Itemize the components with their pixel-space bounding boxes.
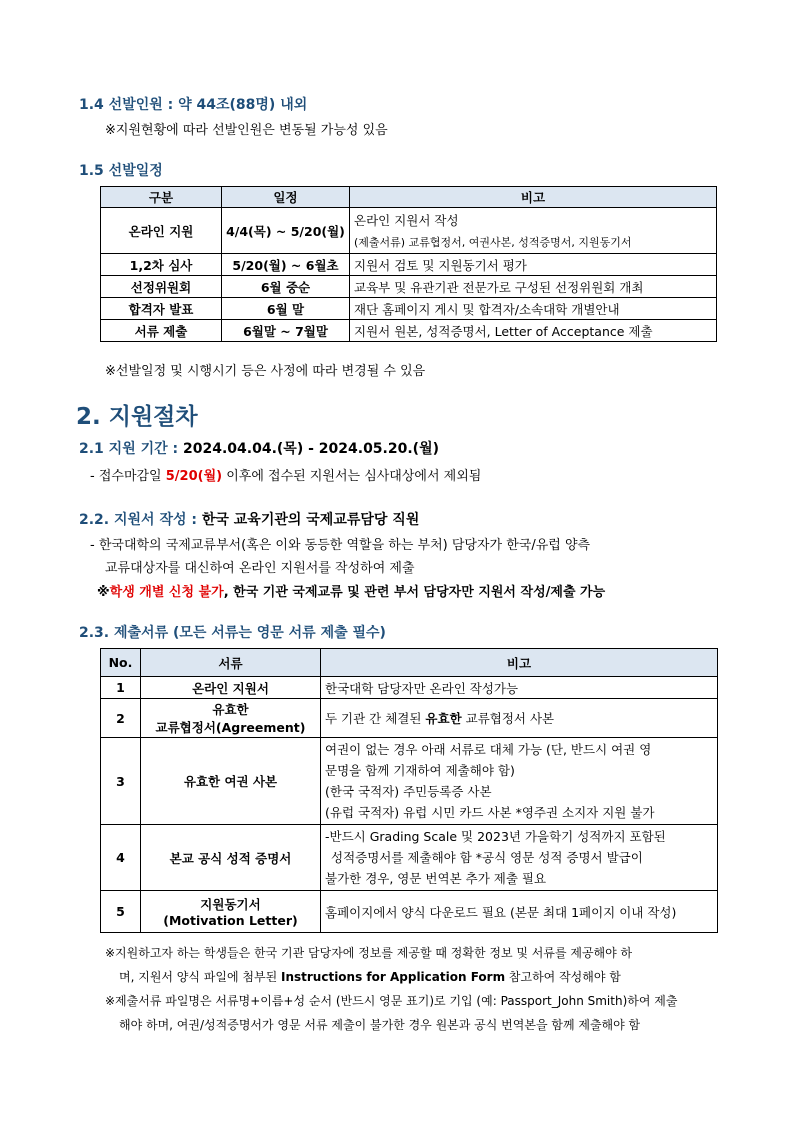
section-2-3-note-2a: ※제출서류 파일명은 서류명+이름+성 순서 (반드시 영문 표기)로 기입 (예: Passport_John Smith)하여 제출 xyxy=(105,994,678,1008)
section-2-2-note: ※학생 개별 신청 불가, 한국 기관 국제교류 및 관련 부서 담당자만 지원서 작성/제출 가능 xyxy=(97,585,606,600)
section-2-2-title: 2.2. 지원서 작성 : 한국 교육기관의 국제교류담당 직원 xyxy=(79,512,420,528)
section-2-2-bullet-line-2: 교류대상자를 대신하여 온라인 지원서를 작성하여 제출 xyxy=(105,561,415,576)
table-header-row: 구분 일정 비고 xyxy=(101,187,717,208)
table-row: 2 유효한 교류협정서(Agreement) 두 기관 간 체결된 유효한 교류협정서 사본 xyxy=(101,699,718,738)
table-row: 3 유효한 여권 사본 여권이 없는 경우 아래 서류로 대체 가능 (단, 반드시 여권 영 문명을 함께 기재하여 제출해야 함) (한국 국적자) 주민등록증 사본 (유럽 국적자) 유럽 시민 카드 사본 *영주권 소지자 지원 불가 xyxy=(101,738,718,825)
documents-table xyxy=(100,648,718,933)
section-2-1-bullet: - 접수마감일 5/20(월) 이후에 접수된 지원서는 심사대상에서 제외됨 xyxy=(90,469,482,484)
section-2-2-bullet-line-1: - 한국대학의 국제교류부서(혹은 이와 동등한 역할을 하는 부처) 담당자가 한국/유럽 양측 xyxy=(90,538,591,553)
table-header-row: No. 서류 비고 xyxy=(101,649,718,677)
table-row: 1,2차 심사 5/20(월) ~ 6월초 지원서 검토 및 지원동기서 평가 xyxy=(101,254,717,276)
table-row: 합격자 발표 6월 말 재단 홈페이지 게시 및 합격자/소속대학 개별안내 xyxy=(101,298,717,320)
section-2-3-note-1b: 며, 지원서 양식 파일에 첨부된 Instructions for Application Form 참고하여 작성해야 함 xyxy=(119,970,621,984)
section-2-3-note-2b: 해야 하며, 여권/성적증명서가 영문 서류 제출이 불가한 경우 원본과 공식 번역본을 함께 제출해야 함 xyxy=(119,1018,641,1032)
section-2-1-title: 2.1 지원 기간 : 2024.04.04.(목) - 2024.05.20.(월) xyxy=(79,441,439,457)
schedule-table xyxy=(100,186,717,342)
table-row: 5 지원동기서 (Motivation Letter) 홈페이지에서 양식 다운로드 필요 (본문 최대 1페이지 이내 작성) xyxy=(101,891,718,933)
section-2-3-note-1a: ※지원하고자 하는 학생들은 한국 기관 담당자에 정보를 제공할 때 정확한 정보 및 서류를 제공해야 하 xyxy=(105,946,633,960)
table-row: 4 본교 공식 성적 증명서 -반드시 Grading Scale 및 2023년 가을학기 성적까지 포함된 성적증명서를 제출해야 함 *공식 영문 성적 증명서 발급이 불가한 경우, 영문 번역본 추가 제출 필요 xyxy=(101,825,718,891)
table-row: 서류 제출 6월말 ~ 7월말 지원서 원본, 성적증명서, Letter of Acceptance 제출 xyxy=(101,320,717,342)
section-1-4-title: 1.4 선발인원 : 약 44조(88명) 내외 xyxy=(79,97,308,113)
table-row: 온라인 지원 4/4(목) ~ 5/20(월) 온라인 지원서 작성 (제출서류) 교류협정서, 여권사본, 성적증명서, 지원동기서 xyxy=(101,208,717,254)
table-row: 1 온라인 지원서 한국대학 담당자만 온라인 작성가능 xyxy=(101,677,718,699)
section-2-3-title: 2.3. 제출서류 (모든 서류는 영문 서류 제출 필수) xyxy=(79,625,386,641)
table-row: 선정위원회 6월 중순 교육부 및 유관기관 전문가로 구성된 선정위원회 개최 xyxy=(101,276,717,298)
section-2-title: 2. 지원절차 xyxy=(76,404,198,430)
section-1-4-note: ※지원현황에 따라 선발인원은 변동될 가능성 있음 xyxy=(105,123,388,138)
section-1-5-note: ※선발일정 및 시행시기 등은 사정에 따라 변경될 수 있음 xyxy=(105,364,426,379)
section-1-5-title: 1.5 선발일정 xyxy=(79,163,163,179)
